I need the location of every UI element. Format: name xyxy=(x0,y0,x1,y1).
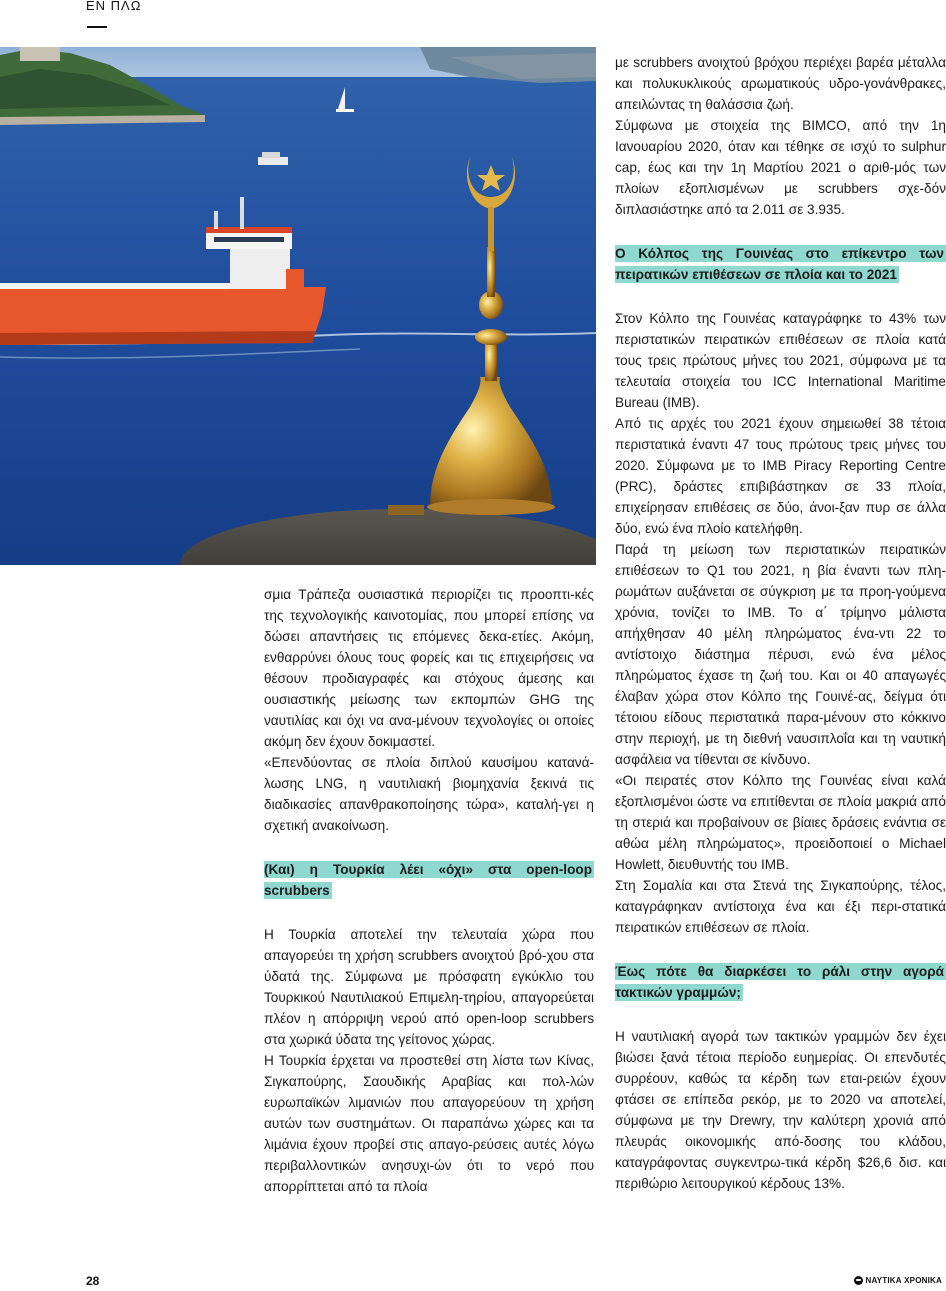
right-column xyxy=(615,52,946,1194)
paragraph: Στη Σομαλία και στα Στενά της Σιγκαπούρης, τέλος, καταγράφηκαν αντίστοιχα ένα και έξι περι-στατικά πειρατικών επιθέσεων σε πλοία. xyxy=(615,878,946,935)
paragraph: Σύμφωνα με στοιχεία της BIMCO, από την 1η Ιανουαρίου 2020, όταν και τέθηκε σε ισχύ το sulphur cap, έως και την 1η Μαρτίου 2021 ο αριθ-μός των πλοίων εξοπλισμένων με scrubbers σχε-δόν διπλασιάστηκε από τα 2.011 σε 3.935. xyxy=(615,118,946,217)
paragraph: Η ναυτιλιακή αγορά των τακτικών γραμμών δεν έχει βιώσει ξανά τέτοια περίοδο ευημερίας. Οι επενδυτές συρρέουν, καθώς τα κέρδη των εται-ρειών έχουν φτάσει σε επίπεδα ρεκόρ, με το 2020 να αποτελεί, σύμφωνα με την Drewry, την καλύτερη χρονιά από πλευράς οικονομικής από-δοσης του κλάδου, καταγράφοντας συγκεντρω-τικά κέρδη $26,6 δισ. και περιθώριο λειτουργικού κέρδους 13%. xyxy=(615,1029,946,1191)
paragraph: Η Τουρκία έρχεται να προστεθεί στη λίστα των Κίνας, Σιγκαπούρης, Σαουδικής Αραβίας και πολ-λών ευρωπαϊκών λιμανιών που απαγορεύουν τη χρήση αυτών των συστημάτων. Οι παραπάνω χώρες και τα λιμάνια έχουν προβεί στις απαγο-ρεύσεις αυτές λόγω περιβαλλοντικών ανησυχι-ών ότι το νερό που απορρίπτεται από τα πλοία xyxy=(264,1053,594,1194)
page-number: 28 xyxy=(86,1274,100,1288)
subheading: Ο Κόλπος της Γουινέας στο επίκεντρο των πειρατικών επιθέσεων σε πλοία και το 2021 xyxy=(615,246,944,282)
article-photo xyxy=(0,47,596,565)
paragraph: «Επενδύοντας σε πλοία διπλού καυσίμου κατανά-λωσης LNG, η ναυτιλιακή βιομηχανία ξεκινά τις διαδικασίες απανθρακοποίησης τώρα», καταλή-γει η σχετική ανακοίνωση. xyxy=(264,755,594,833)
section-rule xyxy=(87,26,107,28)
paragraph: Στον Κόλπο της Γουινέας καταγράφηκε το 43% των περιστατικών πειρατικών επιθέσεων σε πλοία κατά τους τρεις πρώτους μήνες του 2021, σύμφωνα με τα τελευταία στοιχεία του ICC International Maritime Bureau (IMB). xyxy=(615,311,946,410)
subheading: Έως πότε θα διαρκέσει το ράλι στην αγορά τακτικών γραμμών; xyxy=(615,964,944,1000)
paragraph: Παρά τη μείωση των περιστατικών πειρατικών επιθέσεων το Q1 του 2021, η βία έναντι των πλη-ρωμάτων αυξάνεται σε σύγκριση με τα προη-γούμενα χρόνια, τονίζει το IMB. Το α΄ τρίμηνο μάλιστα απήχθησαν 40 μέλη πληρώματος ένα-ντι 22 το αντίστοιχο διάστημα πέρυσι, ενώ ένα μέλος πληρώματος έχασε τη ζωή του. Και οι 40 απαγωγές έλαβαν χώρα στον Κόλπο της Γουινέ-ας, δείγμα ότι τέτοιου είδους περιστατικά παρα-μένουν στο κόκκινο στην περιοχή, με τη διεθνή ναυσιπλοΐα και τη ναυτική ασφάλεια να τίθενται σε κίνδυνο. xyxy=(615,542,946,767)
paragraph: Η Τουρκία αποτελεί την τελευταία χώρα που απαγορεύει τη χρήση scrubbers ανοιχτού βρό-χου στα ύδατά της. Σύμφωνα με πρόσφατη εγκύκλιο του Τουρκικού Ναυτιλιακού Επιμελη-τηρίου, απαγορεύεται πλέον η απόρριψη νερού από open-loop scrubbers στα χωρικά ύδατα της γείτονος χώρας. xyxy=(264,927,594,1047)
paragraph: σμια Τράπεζα ουσιαστικά περιορίζει τις προοπτι-κές της τεχνολογικής καινοτομίας, που μπορεί επίσης να δώσει απαντήσεις τις επόμενες δεκα-ετίες. Ακόμη, ενθαρρύνει όλους τους φορείς και τις επιχειρήσεις να θέσουν προδιαγραφές και στόχους άμεσης και ουσιαστικής μείωσης των εκπομπών GHG της ναυτιλίας και όχι να ανα-μένουν τεχνολογίες οι οποίες ακόμη δεν έχουν δοκιμαστεί. xyxy=(264,587,594,749)
left-column xyxy=(264,584,594,1197)
brand-name: ΝΑΥΤΙΚΑ ΧΡΟΝΙΚΑ xyxy=(865,1276,942,1285)
section-label: ΕΝ ΠΛΩ xyxy=(86,0,142,13)
paragraph: «Οι πειρατές στον Κόλπο της Γουινέας είναι καλά εξοπλισμένοι ώστε να επιτίθενται σε πλοία μακριά από τη στεριά και προβαίνουν σε βίαιες δράσεις ενάντια σε αθώα μέλη πληρώματος», προειδοποιεί ο Michael Howlett, διευθυντής του IMB. xyxy=(615,773,946,872)
brand-logo-icon xyxy=(854,1276,863,1285)
brand xyxy=(854,1276,943,1285)
paragraph: με scrubbers ανοιχτού βρόχου περιέχει βαρέα μέταλλα και πολυκυκλικούς αρωματικούς υδρο-γονάνθρακες, απειλώντας τη θαλάσσια ζωή. xyxy=(615,55,946,112)
subheading: (Και) η Τουρκία λέει «όχι» στα open-loop scrubbers xyxy=(264,862,592,898)
paragraph: Από τις αρχές του 2021 έχουν σημειωθεί 38 τέτοια περιστατικά έναντι 47 τους πρώτους τρεις μήνες του 2020. Σύμφωνα με το IMB Piracy Reporting Centre (PRC), δράστες επιβιβάστηκαν σε 33 πλοία, επιχείρησαν επιθέσεις σε δύο, άνοι-ξαν πυρ σε άλλα δύο, ενώ ένα πλοίο κατελήφθη. xyxy=(615,416,946,536)
